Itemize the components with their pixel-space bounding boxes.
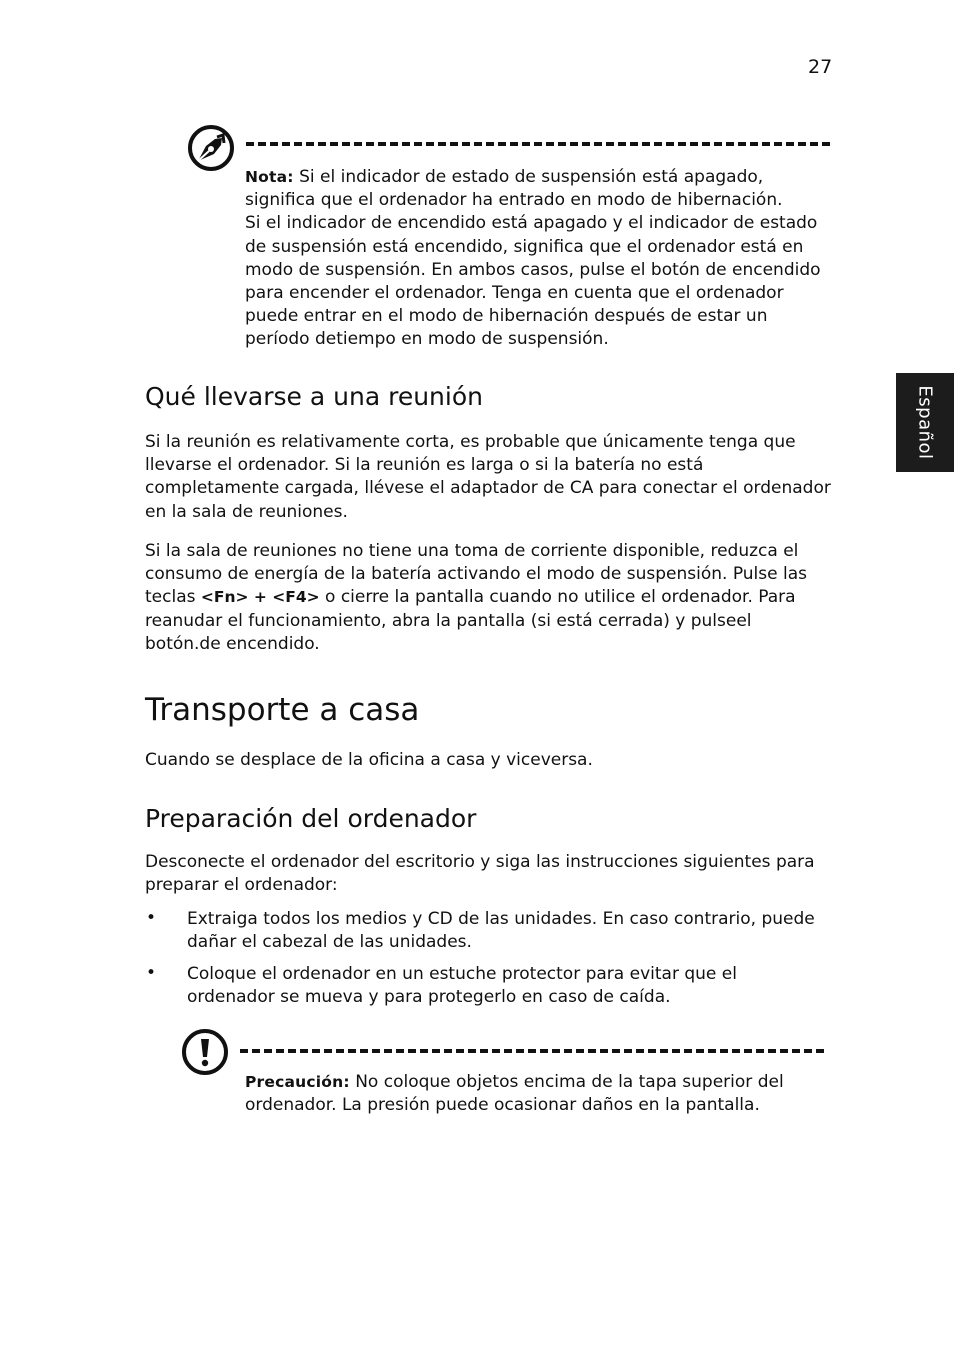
caution-text (245, 1071, 784, 1117)
caution-label: Precaución: (245, 1073, 350, 1091)
note-line: Si el indicador de encendido está apagado y el indicador de estado (245, 213, 818, 234)
note-text (245, 166, 821, 352)
paragraph-line: reanudar el funcionamiento, abra la pantalla (si está cerrada) y pulseel (145, 610, 752, 631)
paragraph-line: consumo de energía de la batería activando el modo de suspensión. Pulse las (145, 564, 807, 585)
exclamation-circle-icon (181, 1028, 229, 1076)
paragraph-line: Si la sala de reuniones no tiene una toma de corriente disponible, reduzca el (145, 541, 799, 561)
note-line: puede entrar en el modo de hibernación después de estar un (245, 306, 768, 327)
paragraph-line: en la sala de reuniones. (145, 501, 348, 522)
paragraph-line: o cierre la pantalla cuando no utilice el ordenador. Para (319, 587, 796, 608)
bullet-line: ordenador se mueva y para protegerlo en caso de caída. (187, 987, 671, 1008)
home-intro: Cuando se desplace de la oficina a casa y viceversa. (145, 750, 593, 770)
caution-divider (240, 1049, 824, 1053)
note-line: período detiempo en modo de suspensión. (245, 329, 609, 350)
paragraph-line: Si la reunión es relativamente corta, es probable que únicamente tenga que (145, 432, 796, 452)
note-line: para encender el ordenador. Tenga en cuenta que el ordenador (245, 283, 784, 304)
section-heading-meeting: Qué llevarse a una reunión (145, 382, 483, 411)
meeting-paragraph-2 (145, 540, 807, 656)
language-side-tab-label: Español (914, 385, 936, 460)
key-combo: <Fn> + <F4> (200, 588, 320, 607)
paragraph-line: botón.de encendido. (145, 633, 320, 654)
caution-line: ordenador. La presión puede ocasionar daños en la pantalla. (245, 1095, 760, 1116)
page-number: 27 (808, 56, 833, 78)
bullet-line: Extraiga todos los medios y CD de las unidades. En caso contrario, puede (187, 909, 815, 929)
section-heading-preparation: Preparación del ordenador (145, 804, 477, 833)
prep-intro (145, 851, 815, 897)
note-line: modo de suspensión. En ambos casos, pulse el botón de encendido (245, 259, 821, 280)
bullet-marker: • (146, 963, 157, 983)
section-title-home: Transporte a casa (145, 692, 420, 728)
caution-line: No coloque objetos encima de la tapa superior del (355, 1072, 784, 1092)
paragraph-line: Desconecte el ordenador del escritorio y siga las instrucciones siguientes para (145, 852, 815, 872)
note-line: de suspensión está encendido, significa que el ordenador está en (245, 236, 804, 257)
paragraph-line: llevarse el ordenador. Si la reunión es larga o si la batería no está (145, 455, 704, 476)
paragraph-line: preparar el ordenador: (145, 875, 338, 896)
paragraph-line: completamente cargada, llévese el adaptador de CA para conectar el ordenador (145, 478, 831, 499)
note-divider (246, 142, 830, 146)
bullet-line: dañar el cabezal de las unidades. (187, 932, 472, 953)
language-side-tab (896, 373, 954, 472)
note-label: Nota: (245, 168, 294, 186)
paragraph-line: teclas (145, 587, 201, 608)
bullet-item (187, 963, 737, 1009)
bullet-item (187, 908, 815, 954)
bullet-line: Coloque el ordenador en un estuche protector para evitar que el (187, 964, 737, 984)
note-line: significa que el ordenador ha entrado en modo de hibernación. (245, 190, 783, 211)
note-line: Si el indicador de estado de suspensión está apagado, (299, 167, 764, 187)
pen-nib-icon (187, 124, 235, 172)
meeting-paragraph-1 (145, 431, 831, 524)
bullet-marker: • (146, 908, 157, 928)
